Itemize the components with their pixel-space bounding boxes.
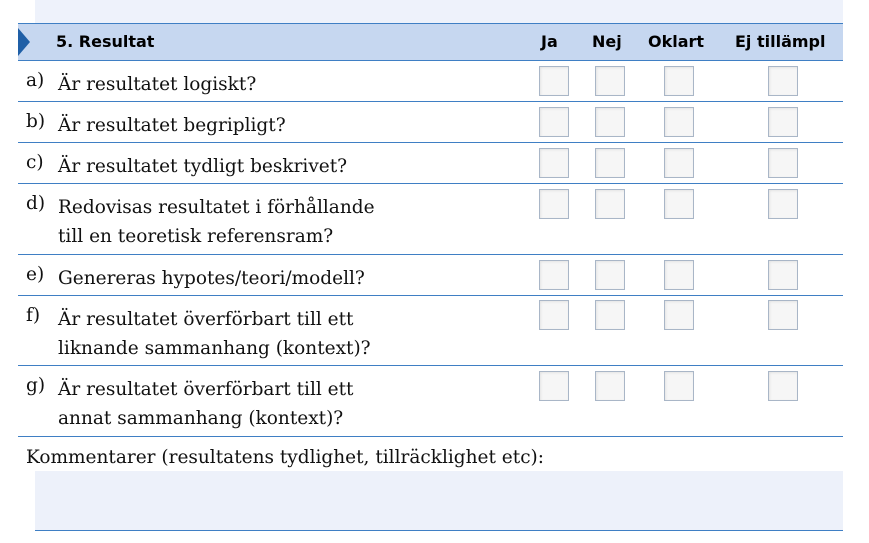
question-text: Är resultatet överförbart till ett liknande sammanhang (kontext)? [58, 309, 371, 359]
checkbox-ja[interactable] [539, 189, 569, 219]
comments-field[interactable] [35, 471, 843, 531]
question-row-e [18, 255, 843, 296]
checkbox-oklart[interactable] [664, 189, 694, 219]
checkbox-ja[interactable] [539, 148, 569, 178]
checkbox-oklart[interactable] [664, 66, 694, 96]
checkbox-nej[interactable] [595, 189, 625, 219]
column-header-oklart: Oklart [648, 32, 705, 51]
checkbox-oklart[interactable] [664, 107, 694, 137]
question-letter: g) [26, 375, 46, 396]
top-shaded-area [35, 0, 843, 23]
checkbox-ja[interactable] [539, 300, 569, 330]
checkbox-ja[interactable] [539, 371, 569, 401]
question-text: Är resultatet logiskt? [58, 74, 257, 95]
section-title: 5. Resultat [56, 32, 155, 51]
checkbox-ej-tillampl[interactable] [768, 148, 798, 178]
question-text: Genereras hypotes/teori/modell? [58, 268, 365, 289]
question-letter: c) [26, 152, 44, 173]
question-letter: b) [26, 111, 46, 132]
question-row-b [18, 102, 843, 143]
checkbox-nej[interactable] [595, 107, 625, 137]
question-row-g [18, 366, 843, 437]
question-text: Är resultatet överförbart till ett annat sammanhang (kontext)? [58, 379, 354, 429]
section-header [18, 23, 843, 61]
question-row-c [18, 143, 843, 184]
checkbox-oklart[interactable] [664, 260, 694, 290]
checkbox-ej-tillampl[interactable] [768, 371, 798, 401]
question-text: Är resultatet tydligt beskrivet? [58, 156, 348, 177]
column-header-ja: Ja [541, 32, 558, 51]
checkbox-nej[interactable] [595, 371, 625, 401]
question-row-d [18, 184, 843, 255]
checkbox-ja[interactable] [539, 260, 569, 290]
checkbox-nej[interactable] [595, 66, 625, 96]
column-header-ej-tillampl: Ej tillämpl [735, 32, 826, 51]
checkbox-ja[interactable] [539, 107, 569, 137]
checkbox-ej-tillampl[interactable] [768, 300, 798, 330]
column-header-nej: Nej [592, 32, 622, 51]
checkbox-ej-tillampl[interactable] [768, 107, 798, 137]
comments-label: Kommentarer (resultatens tydlighet, tillräcklighet etc): [26, 447, 544, 468]
checkbox-nej[interactable] [595, 260, 625, 290]
checkbox-nej[interactable] [595, 300, 625, 330]
checkbox-oklart[interactable] [664, 148, 694, 178]
checkbox-ja[interactable] [539, 66, 569, 96]
checkbox-nej[interactable] [595, 148, 625, 178]
checkbox-ej-tillampl[interactable] [768, 66, 798, 96]
section-marker-icon [18, 28, 30, 56]
question-letter: a) [26, 70, 45, 91]
checkbox-oklart[interactable] [664, 371, 694, 401]
question-letter: f) [26, 305, 41, 326]
question-row-f [18, 296, 843, 366]
question-letter: d) [26, 193, 46, 214]
question-letter: e) [26, 264, 45, 285]
question-text: Är resultatet begripligt? [58, 115, 286, 136]
question-row-a [18, 61, 843, 102]
question-text: Redovisas resultatet i förhållande till en teoretisk referensram? [58, 197, 375, 247]
checkbox-ej-tillampl[interactable] [768, 260, 798, 290]
checkbox-ej-tillampl[interactable] [768, 189, 798, 219]
checkbox-oklart[interactable] [664, 300, 694, 330]
